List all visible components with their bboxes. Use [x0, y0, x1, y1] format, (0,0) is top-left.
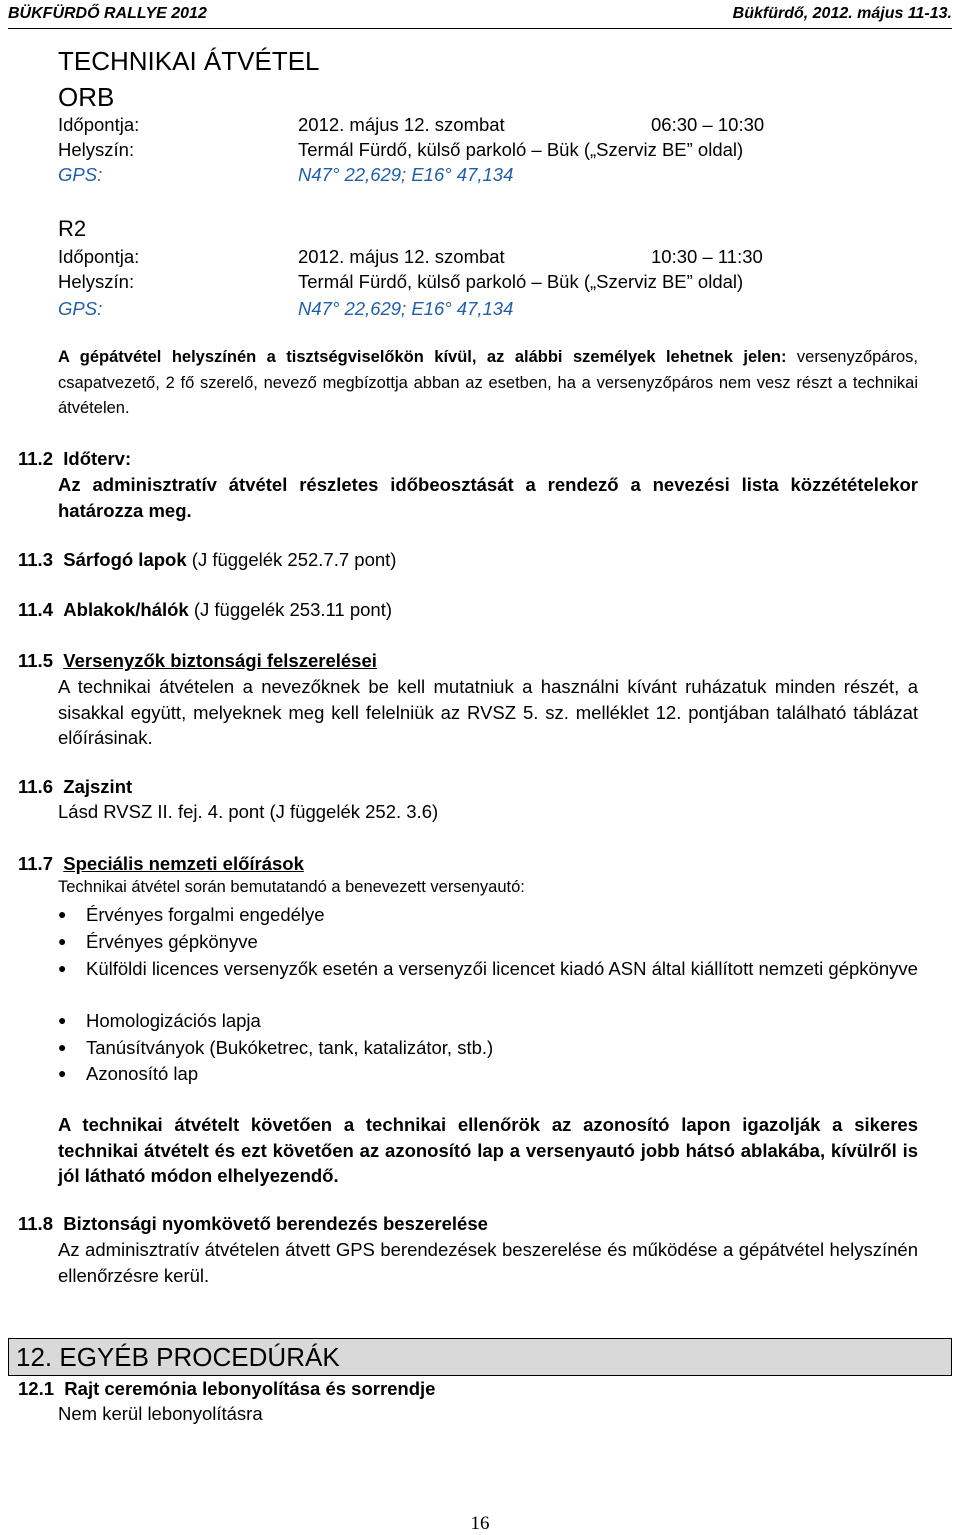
s12-1-heading — [18, 1378, 435, 1400]
page-header — [8, 0, 952, 29]
r2-time: 10:30 – 11:30 — [651, 246, 763, 267]
s11-3-num: 11.3 — [18, 549, 53, 570]
s11-7-bold-paragraph: A technikai átvételt követően a technikai ellenőrök az azonosító lapon igazolják a sikeres technikai átvételt és ezt követően az azonosító lap a versenyautó jobb hátsó ablakába, kívülről is jól látható módon elhelyezendő. — [58, 1114, 918, 1186]
s11-5-text: A technikai átvételen a nevezőknek be kell mutatniuk a használni kívánt ruházatuk minden részét, a sisakkal együtt, melyeknek meg kell felelniük az RVSZ 5. sz. melléklet 12. pontjában található táblázat előírásinak. — [58, 676, 918, 748]
section-12-title: 12. EGYÉB PROCEDÚRÁK — [16, 1342, 340, 1372]
list-item-text: Érvényes forgalmi engedélye — [86, 904, 325, 925]
list-item-text: Homologizációs lapja — [86, 1010, 261, 1031]
r2-date: 2012. május 12. szombat — [298, 246, 505, 267]
s11-4-ref: (J függelék 253.11 pont) — [188, 599, 393, 620]
list-item-text: Érvényes gépkönyve — [86, 931, 258, 952]
orb-place-label: Helyszín: — [58, 139, 135, 160]
bullet-icon: ● — [58, 1012, 67, 1028]
bullet-icon: ● — [58, 1039, 67, 1055]
list-item-text: Tanúsítványok (Bukóketrec, tank, katalizátor, stb.) — [86, 1037, 494, 1058]
s11-8-heading — [18, 1213, 488, 1235]
s11-2-title: Időterv: — [63, 448, 132, 469]
header-right: Bükfürdő, 2012. május 11-13. — [732, 5, 952, 22]
s11-2-text: Az adminisztratív átvétel részletes időbeosztását a rendező a nevezési lista közzétételekor határozza meg. — [58, 474, 918, 521]
s11-5-title: Versenyzők biztonsági felszerelései — [63, 650, 377, 671]
s11-7-heading — [18, 853, 304, 875]
s11-7-lead: Technikai átvétel során bemutatandó a benevezett versenyautó: — [58, 878, 525, 896]
orb-time-label: Időpontja: — [58, 114, 140, 135]
page-number: 16 — [470, 1513, 490, 1534]
s11-8-num: 11.8 — [18, 1213, 53, 1234]
r2-time-label: Időpontja: — [58, 246, 140, 267]
s12-1-title: Rajt ceremónia lebonyolítása és sorrendje — [64, 1378, 436, 1399]
page-title: TECHNIKAI ÁTVÉTEL — [58, 46, 320, 76]
orb-gps-label: GPS: — [58, 164, 103, 185]
s11-8-title: Biztonsági nyomkövető berendezés beszerelése — [63, 1213, 488, 1234]
list-item-text: Külföldi licences versenyzők esetén a versenyzői licencet kiadó ASN által kiállított nemzeti gépkönyve — [86, 958, 918, 979]
section-12-banner — [8, 1338, 952, 1376]
orb-date: 2012. május 12. szombat — [298, 114, 505, 135]
s11-5-num: 11.5 — [18, 650, 53, 671]
s11-6-title: Zajszint — [63, 776, 133, 797]
s11-2-heading — [18, 448, 131, 470]
intro-bold: A gépátvétel helyszínén a tisztségviselőkön kívül, az alábbi személyek lehetnek jelen: — [58, 348, 787, 366]
s11-5-heading — [18, 650, 377, 672]
header-left: BÜKFÜRDŐ RALLYE 2012 — [8, 5, 207, 22]
r2-place: Termál Fürdő, külső parkoló – Bük („Szerviz BE” oldal) — [298, 271, 744, 292]
s11-2-num: 11.2 — [18, 448, 53, 469]
s11-8-text: Az adminisztratív átvételen átvett GPS berendezések beszerelése és működése a gépátvétel helyszínén ellenőrzésre kerül. — [58, 1239, 918, 1286]
orb-gps: N47° 22,629; E16° 47,134 — [298, 164, 514, 185]
s12-1-text: Nem kerül lebonyolításra — [58, 1403, 263, 1424]
s11-7-num: 11.7 — [18, 853, 53, 874]
s11-7-title: Speciális nemzeti előírások — [63, 853, 304, 874]
s11-4-num: 11.4 — [18, 599, 53, 620]
r2-place-label: Helyszín: — [58, 271, 135, 292]
bullet-icon: ● — [58, 906, 67, 922]
intro-rest: versenyzőpáros, csapatvezető, 2 fő szerelő, nevező megbízottja abban az esetben, ha a versenyzőpáros nem vesz részt a technikai átvételen. — [58, 348, 918, 417]
list-item-text: Azonosító lap — [86, 1063, 199, 1084]
s11-6-text: Lásd RVSZ II. fej. 4. pont (J függelék 252. 3.6) — [58, 801, 439, 822]
orb-time: 06:30 – 10:30 — [651, 114, 765, 135]
s11-6-num: 11.6 — [18, 776, 53, 797]
bullet-icon: ● — [58, 960, 67, 976]
orb-heading: ORB — [58, 82, 115, 112]
orb-place: Termál Fürdő, külső parkoló – Bük („Szerviz BE” oldal) — [298, 139, 744, 160]
s11-6-heading — [18, 776, 132, 798]
s11-4-heading — [18, 599, 392, 621]
bullet-icon: ● — [58, 933, 67, 949]
bullet-icon: ● — [58, 1065, 67, 1081]
r2-gps-label: GPS: — [58, 298, 103, 319]
s11-3-title: Sárfogó lapok — [63, 549, 187, 570]
r2-heading: R2 — [58, 216, 87, 241]
s11-4-title: Ablakok/hálók — [63, 599, 189, 620]
r2-gps: N47° 22,629; E16° 47,134 — [298, 298, 514, 319]
s12-1-num: 12.1 — [18, 1378, 55, 1399]
s11-3-heading — [18, 549, 396, 571]
intro-paragraph — [58, 345, 918, 422]
s11-3-ref: (J függelék 252.7.7 pont) — [186, 549, 397, 570]
